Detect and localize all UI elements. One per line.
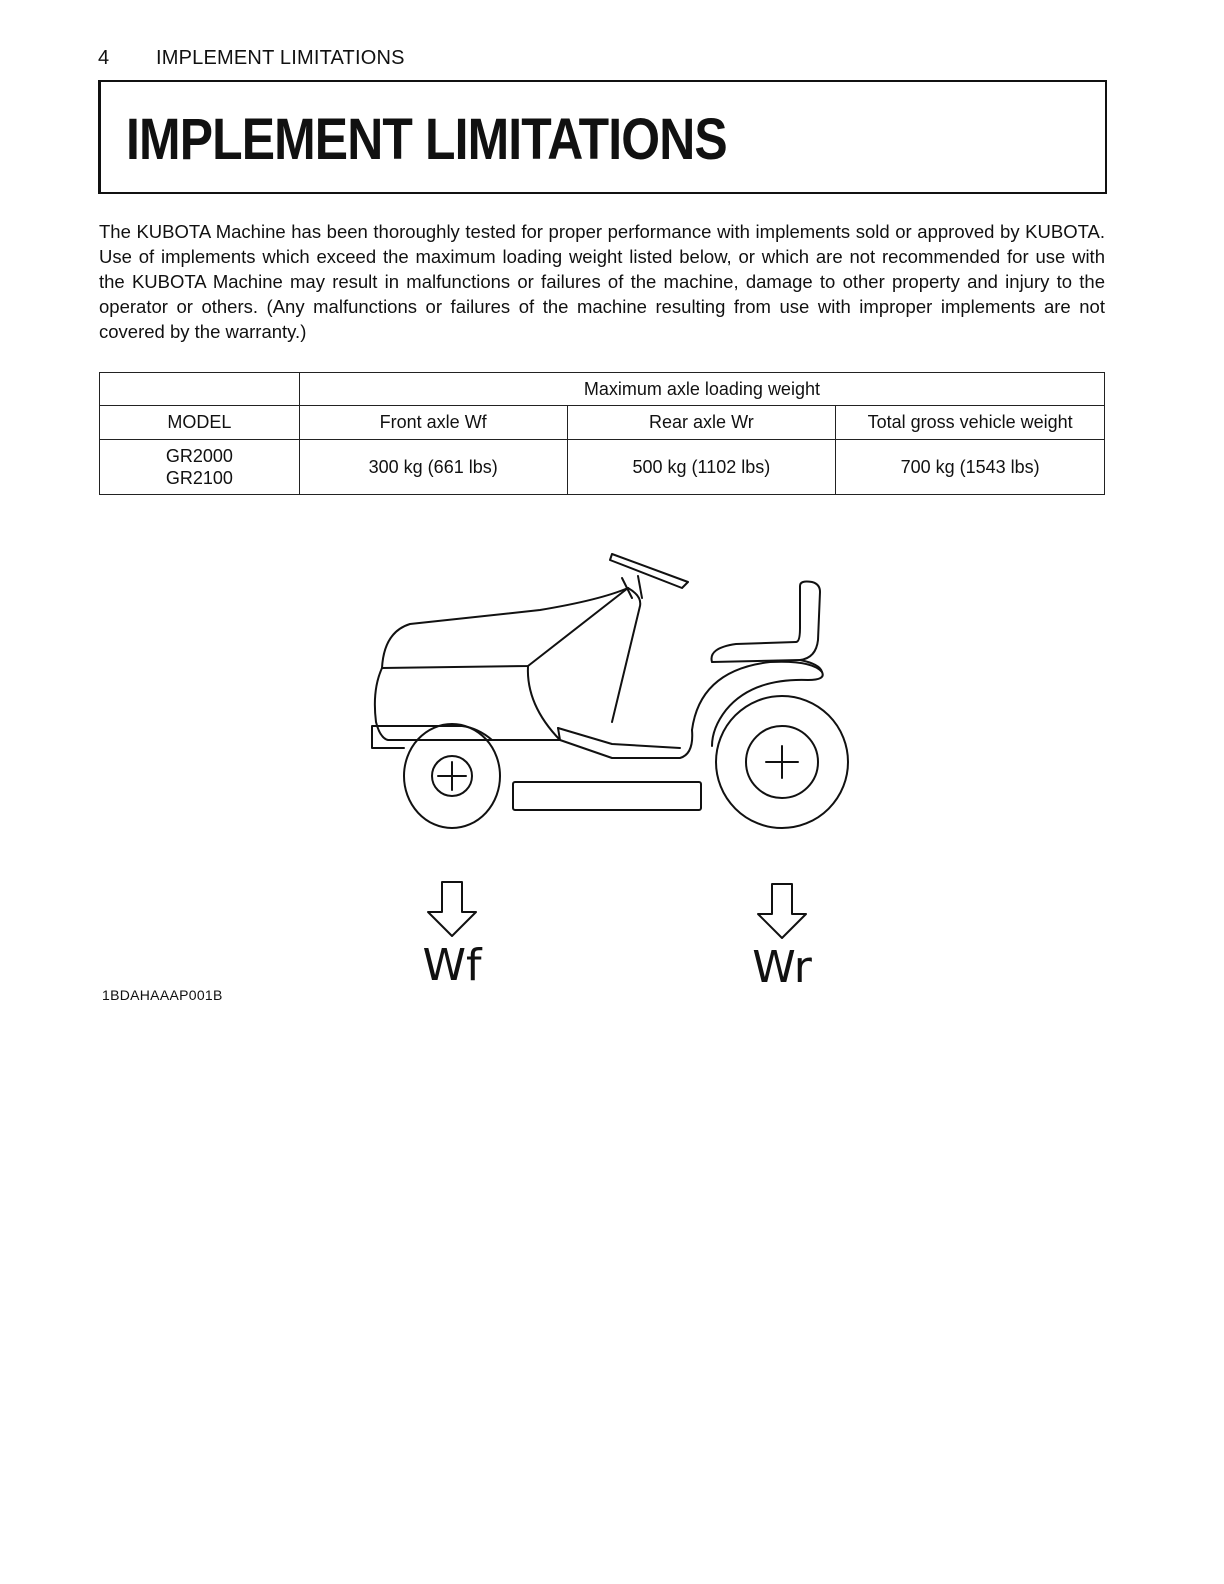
table-header-row: [100, 406, 1105, 440]
axle-load-table: [99, 372, 1105, 495]
figure-code: 1BDAHAAAP001B: [102, 987, 223, 1003]
col-header-total: Total gross vehicle weight: [836, 406, 1105, 440]
cowl-outline: [528, 666, 560, 740]
steering-column: [622, 576, 642, 598]
page-number: 4: [98, 47, 110, 69]
group-header-cell: Maximum axle loading weight: [299, 373, 1104, 406]
steering-wheel: [610, 554, 688, 588]
table-row: [100, 440, 1105, 495]
hood-outline: [382, 588, 628, 668]
front-body-outline: [375, 668, 408, 740]
col-header-rear: Rear axle Wr: [567, 406, 836, 440]
total-weight-value: 700 kg (1543 lbs): [836, 440, 1105, 495]
tractor-diagram: [360, 540, 860, 1000]
footstep-outline: [558, 728, 692, 758]
rear-load-arrow-icon: [758, 884, 806, 938]
front-weight-label: Wf: [422, 940, 482, 991]
dash-outline: [612, 588, 640, 722]
front-hub-cross: [438, 762, 466, 790]
model-name: GR2000: [165, 446, 233, 466]
rear-axle-value: 500 kg (1102 lbs): [567, 440, 836, 495]
rear-weight-label: Wr: [752, 942, 812, 993]
front-load-arrow-icon: [428, 882, 476, 936]
table-empty-cell: [100, 373, 300, 406]
intro-paragraph: The KUBOTA Machine has been thoroughly tested for proper performance with implements sold or approved by KUBOTA. Use of implements which exceed the maximum loading weight listed below, or which are not recommended for use with the KUBOTA Machine may result in malfunctions or failures of the machine, damage to other property and injury to the operator or others. (Any malfunctions or failures of the machine resulting from use with improper implements are not covered by the warranty.): [99, 221, 1105, 342]
page-title: IMPLEMENT LIMITATIONS: [126, 107, 727, 172]
header-section-title: IMPLEMENT LIMITATIONS: [156, 47, 405, 69]
title-box: [98, 80, 1107, 194]
seat-outline: [712, 582, 823, 673]
table-header-row-group: [100, 373, 1105, 406]
rear-hub-cross: [766, 746, 798, 778]
model-cell: [100, 440, 300, 495]
model-name: GR2100: [165, 468, 233, 488]
mower-deck: [513, 782, 701, 810]
page-header: [98, 47, 405, 70]
col-header-front: Front axle Wf: [299, 406, 567, 440]
col-header-model: MODEL: [100, 406, 300, 440]
tractor-figure: [360, 540, 860, 1000]
front-axle-value: 300 kg (661 lbs): [299, 440, 567, 495]
